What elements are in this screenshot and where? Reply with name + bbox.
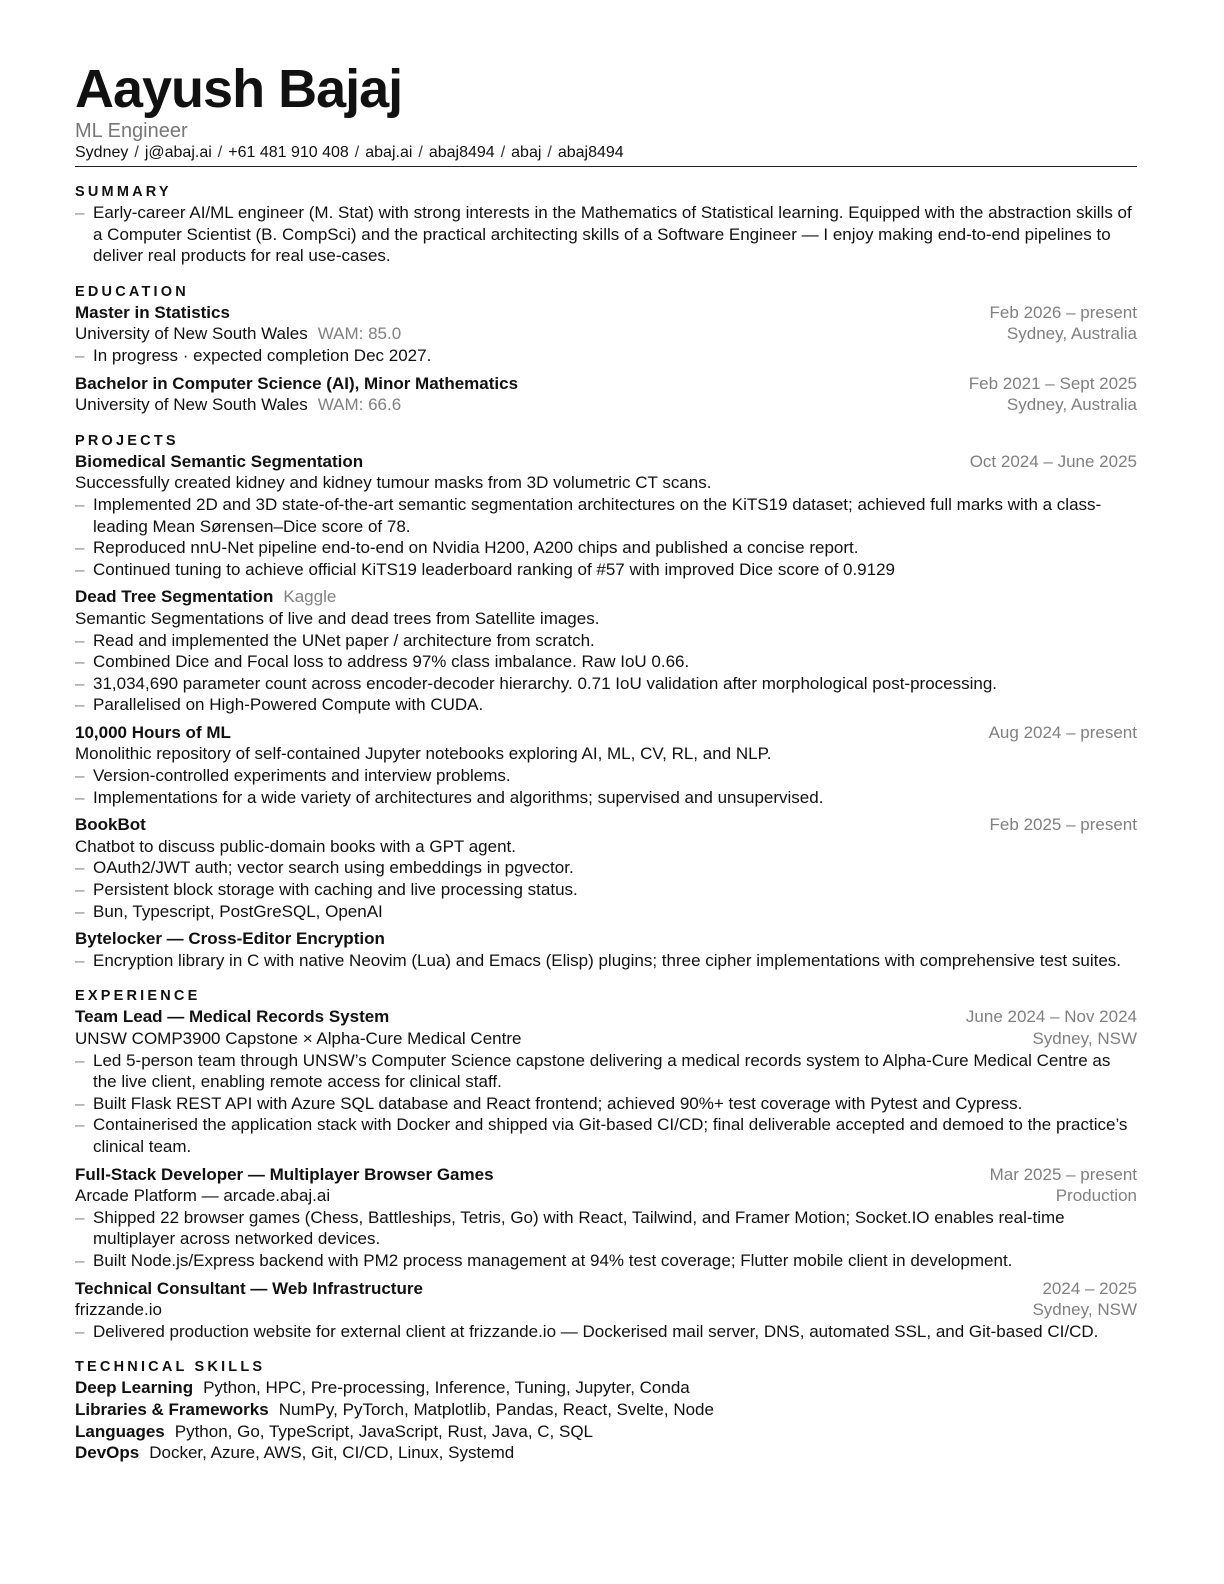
bullet-list bbox=[75, 857, 1137, 922]
skills-section bbox=[75, 1358, 1137, 1463]
wam-score: WAM: 66.6 bbox=[317, 395, 402, 415]
experience-entry bbox=[75, 1164, 1137, 1272]
entry-header bbox=[75, 814, 1137, 836]
bullet-item: – Built Flask REST API with Azure SQL database and React frontend; achieved 90%+ test coverage with Pytest and Cypress. bbox=[75, 1093, 1137, 1115]
experience-list bbox=[75, 1006, 1137, 1342]
contact-link[interactable]: abaj bbox=[511, 144, 542, 161]
entry-header bbox=[75, 1278, 1137, 1300]
section-title: EDUCATION bbox=[75, 283, 189, 300]
bullet-list bbox=[75, 1321, 1137, 1343]
project-entry bbox=[75, 722, 1137, 808]
organization: UNSW COMP3900 Capstone × Alpha-Cure Medical Centre bbox=[75, 1029, 522, 1048]
entry-location: Sydney, Australia bbox=[1006, 395, 1137, 415]
section-title: PROJECTS bbox=[75, 432, 179, 449]
entry-subheader bbox=[75, 1299, 1137, 1321]
bullet-item: – Parallelised on High-Powered Compute with CUDA. bbox=[75, 694, 1137, 716]
project-heading bbox=[75, 928, 385, 950]
project-title: 10,000 Hours of ML bbox=[75, 722, 231, 742]
project-title: BookBot bbox=[75, 815, 146, 835]
experience-entry bbox=[75, 1006, 1137, 1157]
project-title: Dead Tree Segmentation bbox=[75, 587, 274, 607]
education-entry bbox=[75, 373, 1137, 416]
institution-name: University of New South Wales bbox=[75, 395, 308, 415]
skill-items: NumPy, PyTorch, Matplotlib, Pandas, React, Svelte, Node bbox=[278, 1399, 714, 1419]
skill-category: Deep Learning bbox=[75, 1378, 194, 1398]
skill-category: Languages bbox=[75, 1421, 165, 1441]
project-heading bbox=[75, 451, 363, 473]
entry-location: Production bbox=[1055, 1186, 1137, 1206]
entry-header bbox=[75, 1006, 1137, 1028]
job-title: Technical Consultant — Web Infrastructure bbox=[75, 1278, 423, 1298]
bullet-item: – Continued tuning to achieve official KiTS19 leaderboard ranking of #57 with improved Dice score of 0.9129 bbox=[75, 559, 1137, 581]
bullet-item: – In progress · expected completion Dec 2027. bbox=[75, 345, 1137, 367]
institution-name: University of New South Wales bbox=[75, 324, 308, 344]
project-heading bbox=[75, 814, 146, 836]
bullet-list bbox=[75, 630, 1137, 716]
entry-subheader bbox=[75, 394, 1137, 416]
experience-section bbox=[75, 987, 1137, 1342]
skill-items: Python, HPC, Pre-processing, Inference, Tuning, Jupyter, Conda bbox=[203, 1378, 690, 1398]
entry-subheader bbox=[75, 1028, 1137, 1050]
section-title: EXPERIENCE bbox=[75, 988, 201, 1005]
bullet-item: – Persistent block storage with caching and live processing status. bbox=[75, 879, 1137, 901]
project-entry bbox=[75, 586, 1137, 716]
bullet-item: – Implemented 2D and 3D state-of-the-art semantic segmentation architectures on the KiTS19 dataset; achieved full marks with a class-leading Mean Sørensen–Dice score of 78. bbox=[75, 494, 1137, 537]
entry-header bbox=[75, 373, 1137, 395]
bullet-list bbox=[75, 765, 1137, 808]
contact-separator: / bbox=[354, 144, 360, 161]
candidate-name: Aayush Bajaj bbox=[75, 59, 403, 119]
project-source: Kaggle bbox=[283, 587, 337, 607]
project-description: Chatbot to discuss public-domain books with a GPT agent. bbox=[75, 836, 516, 856]
bullet-list bbox=[75, 494, 1137, 580]
project-description: Semantic Segmentations of live and dead trees from Satellite images. bbox=[75, 608, 600, 628]
entry-date: Aug 2024 – present bbox=[988, 722, 1137, 742]
contact-link[interactable]: j@abaj.ai bbox=[144, 144, 212, 161]
entry-header bbox=[75, 722, 1137, 744]
bullet-item: – Led 5-person team through UNSW’s Computer Science capstone delivering a medical records system to Alpha-Cure Medical Centre as the live client, enabling remote access for clinical staff. bbox=[75, 1050, 1137, 1093]
entry-date: Mar 2025 – present bbox=[989, 1164, 1137, 1184]
projects-section bbox=[75, 432, 1137, 972]
projects-list bbox=[75, 451, 1137, 972]
project-heading bbox=[75, 722, 231, 744]
entry-date: June 2024 – Nov 2024 bbox=[965, 1007, 1137, 1027]
degree-title: Bachelor in Computer Science (AI), Minor Mathematics bbox=[75, 373, 519, 393]
contact-link[interactable]: +61 481 910 408 bbox=[228, 144, 349, 161]
entry-header bbox=[75, 451, 1137, 473]
project-title: Biomedical Semantic Segmentation bbox=[75, 451, 364, 471]
skill-row bbox=[75, 1442, 1137, 1464]
bullet-list bbox=[75, 1207, 1137, 1272]
contact-separator: / bbox=[418, 144, 423, 161]
project-entry bbox=[75, 451, 1137, 581]
entry-location: Sydney, NSW bbox=[1032, 1300, 1137, 1320]
organization: Arcade Platform — arcade.abaj.ai bbox=[75, 1186, 331, 1206]
bullet-item: – Shipped 22 browser games (Chess, Battleships, Tetris, Go) with React, Tailwind, and Framer Motion; Socket.IO enables real-time multiplayer across networked devices. bbox=[75, 1207, 1137, 1250]
entry-location: Sydney, NSW bbox=[1032, 1029, 1137, 1048]
bullet-list bbox=[75, 950, 1137, 972]
bullet-item: – Bun, Typescript, PostGreSQL, OpenAI bbox=[75, 901, 1137, 923]
degree-title: Master in Statistics bbox=[75, 302, 230, 322]
skill-row bbox=[75, 1377, 1137, 1399]
skill-items: Python, Go, TypeScript, JavaScript, Rust, Java, C, SQL bbox=[174, 1421, 594, 1441]
contact-separator: / bbox=[547, 144, 552, 161]
institution bbox=[75, 323, 401, 345]
entry-date: 2024 – 2025 bbox=[1042, 1278, 1137, 1298]
bullet-item: – Read and implemented the UNet paper / architecture from scratch. bbox=[75, 630, 1137, 652]
section-title: SUMMARY bbox=[75, 184, 172, 200]
wam-score: WAM: 85.0 bbox=[317, 324, 402, 344]
entry-subheader bbox=[75, 323, 1137, 345]
project-entry bbox=[75, 928, 1137, 971]
bullet-list bbox=[75, 1050, 1137, 1158]
entry-header bbox=[75, 586, 1137, 608]
entry-date: Oct 2024 – June 2025 bbox=[969, 451, 1137, 471]
entry-date: Feb 2025 – present bbox=[989, 815, 1137, 835]
contact-line bbox=[75, 142, 1137, 167]
organization: frizzande.io bbox=[75, 1300, 162, 1320]
bullet-item: – Implementations for a wide variety of architectures and algorithms; supervised and unsupervised. bbox=[75, 787, 1137, 809]
skill-row bbox=[75, 1399, 1137, 1421]
contact-separator: / bbox=[134, 144, 139, 161]
bullet-list bbox=[75, 345, 1137, 367]
bullet-item: – Built Node.js/Express backend with PM2 process management at 94% test coverage; Flutter mobile client in development. bbox=[75, 1250, 1137, 1272]
summary-section bbox=[75, 183, 1137, 267]
project-entry bbox=[75, 814, 1137, 922]
education-section bbox=[75, 283, 1137, 416]
contact-link[interactable]: abaj.ai bbox=[365, 144, 413, 161]
bullet-item: – OAuth2/JWT auth; vector search using embeddings in pgvector. bbox=[75, 857, 1137, 879]
contact-link[interactable]: abaj8494 bbox=[557, 144, 624, 161]
skill-category: DevOps bbox=[75, 1443, 140, 1463]
entry-date: Feb 2021 – Sept 2025 bbox=[968, 373, 1137, 393]
job-title: Full-Stack Developer — Multiplayer Browser Games bbox=[75, 1164, 494, 1184]
entry-header bbox=[75, 1164, 1137, 1186]
experience-entry bbox=[75, 1278, 1137, 1343]
entry-date: Feb 2026 – present bbox=[989, 302, 1137, 322]
entry-header bbox=[75, 928, 1137, 950]
job-title: Team Lead — Medical Records System bbox=[75, 1007, 390, 1027]
summary-list bbox=[75, 202, 1137, 267]
bullet-item: – 31,034,690 parameter count across encoder-decoder hierarchy. 0.71 IoU validation after morphological post-processing. bbox=[75, 673, 1137, 695]
bullet-item: – Combined Dice and Focal loss to address 97% class imbalance. Raw IoU 0.66. bbox=[75, 651, 1137, 673]
project-heading bbox=[75, 586, 336, 608]
project-description: Successfully created kidney and kidney tumour masks from 3D volumetric CT scans. bbox=[75, 473, 712, 493]
skill-category: Libraries & Frameworks bbox=[75, 1399, 269, 1419]
entry-location: Sydney, Australia bbox=[1006, 324, 1137, 344]
skill-row bbox=[75, 1421, 1137, 1443]
entry-header bbox=[75, 302, 1137, 324]
section-title: TECHNICAL SKILLS bbox=[75, 1359, 266, 1376]
bullet-item: – Reproduced nnU-Net pipeline end-to-end on Nvidia H200, A200 chips and published a concise report. bbox=[75, 537, 1137, 559]
education-entry bbox=[75, 302, 1137, 367]
skill-items: Docker, Azure, AWS, Git, CI/CD, Linux, Systemd bbox=[149, 1443, 515, 1463]
skills-list bbox=[75, 1377, 1137, 1463]
bullet-item: – Early-career AI/ML engineer (M. Stat) with strong interests in the Mathematics of Statistical learning. Equipped with the abstraction skills of a Computer Scientist (B. CompSci) and the practical architecting skills of a Software Engineer — I enjoy making end-to-end pipelines to deliver real products for real use-cases. bbox=[75, 202, 1137, 267]
bullet-item: – Delivered production website for external client at frizzande.io — Dockerised mail server, DNS, automated SSL, and Git-based CI/CD. bbox=[75, 1321, 1137, 1343]
institution bbox=[75, 394, 401, 416]
candidate-role: ML Engineer bbox=[75, 120, 188, 142]
bullet-item: – Version-controlled experiments and interview problems. bbox=[75, 765, 1137, 787]
project-title: Bytelocker — Cross-Editor Encryption bbox=[75, 929, 385, 949]
contact-separator: / bbox=[217, 144, 223, 161]
entry-subheader bbox=[75, 1185, 1137, 1207]
bullet-item: – Containerised the application stack with Docker and shipped via Git-based CI/CD; final deliverable accepted and demoed to the practice’s clinical team. bbox=[75, 1114, 1137, 1157]
contact-separator: / bbox=[500, 144, 506, 161]
education-list bbox=[75, 302, 1137, 416]
contact-location: Sydney bbox=[75, 144, 129, 161]
project-description: Monolithic repository of self-contained Jupyter notebooks exploring AI, ML, CV, RL, and NLP. bbox=[75, 744, 772, 764]
bullet-item: – Encryption library in C with native Neovim (Lua) and Emacs (Elisp) plugins; three cipher implementations with comprehensive test suites. bbox=[75, 950, 1137, 972]
contact-link[interactable]: abaj8494 bbox=[428, 144, 495, 161]
